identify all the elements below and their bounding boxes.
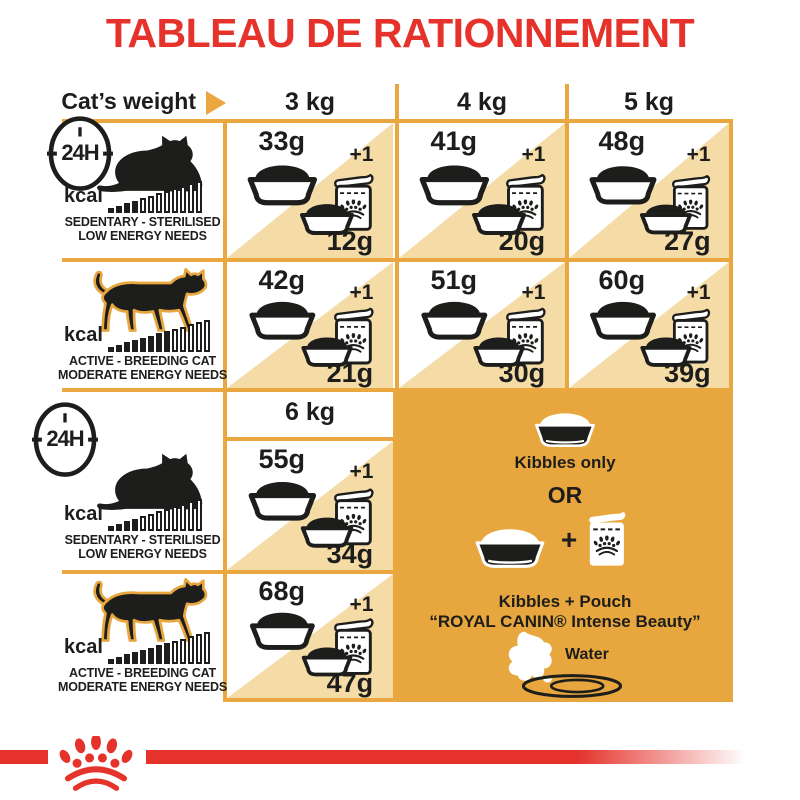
kcal-label: kcal — [64, 636, 103, 658]
24h-label: 24H — [46, 426, 84, 451]
pouch-product-label: “ROYAL CANIN® Intense Beauty” — [429, 612, 701, 631]
water-dish-icon — [513, 673, 631, 699]
plus-one-label: +1 — [686, 280, 711, 304]
kcal-meter — [108, 179, 222, 213]
plus-one-label: +1 — [521, 280, 546, 304]
plus-one-label: +1 — [349, 280, 374, 304]
cats-weight-label: Cat’s weight — [61, 88, 196, 114]
kibbles-with-pouch-amount: 34g — [326, 539, 374, 570]
plus-one-label: +1 — [349, 592, 374, 616]
kcal-label: kcal — [64, 324, 103, 346]
profile-line2: MODERATE ENERGY NEEDS — [58, 368, 227, 382]
kibbles-with-pouch-amount: 39g — [664, 357, 711, 388]
ration-cell-active-6kg — [227, 574, 393, 698]
kibbles-with-pouch-amount: 21g — [326, 357, 374, 388]
profile-active — [58, 574, 227, 698]
kibbles-with-pouch-amount: 47g — [326, 668, 374, 699]
kibbles-with-pouch-amount: 12g — [326, 225, 374, 256]
grid-line — [729, 119, 733, 392]
profile-sedentary — [62, 123, 223, 258]
kibbles-amount: 60g — [598, 264, 646, 295]
or-label: OR — [547, 482, 583, 508]
ration-cell-sedentary-3kg — [227, 123, 393, 258]
footer-band-left — [0, 750, 48, 764]
weight-column-4kg: 4 kg — [456, 88, 508, 116]
kcal-meter — [108, 630, 222, 664]
kibbles-amount: 55g — [258, 443, 306, 474]
profile-sedentary — [62, 441, 223, 570]
profile-line1: SEDENTARY - STERILISED — [64, 533, 221, 547]
kibbles-amount: 51g — [430, 264, 478, 295]
profile-line1: ACTIVE - BREEDING CAT — [69, 666, 216, 680]
kibbles-amount: 42g — [258, 264, 306, 295]
kcal-meter — [108, 318, 222, 352]
page-title: TABLEAU DE RATIONNEMENT — [105, 10, 695, 56]
weight-column-5kg: 5 kg — [623, 88, 675, 116]
arrow-right-icon — [206, 91, 226, 115]
kibbles-with-pouch-amount: 30g — [498, 357, 546, 388]
kibbles-only-label: Kibbles only — [514, 453, 616, 472]
profile-line1: SEDENTARY - STERILISED — [64, 215, 221, 229]
kibbles-amount: 48g — [598, 125, 646, 156]
weight-column-3kg: 3 kg — [284, 88, 336, 116]
kibbles-with-pouch-amount: 20g — [498, 225, 546, 256]
ration-cell-sedentary-5kg — [569, 123, 729, 258]
kcal-label: kcal — [64, 503, 103, 525]
profile-line1: ACTIVE - BREEDING CAT — [69, 354, 216, 368]
profile-line2: LOW ENERGY NEEDS — [78, 547, 207, 561]
plus-one-label: +1 — [349, 460, 374, 484]
kibbles-amount: 33g — [258, 125, 306, 156]
plus-one-label: +1 — [349, 143, 374, 167]
profile-line2: LOW ENERGY NEEDS — [78, 229, 207, 243]
kcal-label: kcal — [64, 185, 103, 207]
profile-active — [58, 262, 227, 388]
plus-one-label: +1 — [686, 143, 711, 167]
feeding-options-panel — [397, 392, 733, 702]
kibbles-amount: 41g — [430, 125, 478, 156]
bowl-icon — [531, 406, 599, 450]
ration-cell-active-3kg — [227, 262, 393, 388]
kibbles-amount: 68g — [258, 576, 306, 607]
24h-label: 24H — [61, 140, 99, 165]
ration-cell-sedentary-6kg — [227, 441, 393, 570]
kcal-meter — [108, 497, 222, 531]
pouch-icon — [587, 506, 629, 572]
kibbles-with-pouch-amount: 27g — [664, 225, 711, 256]
water-label: Water — [565, 646, 609, 663]
weight-column-6kg: 6 kg — [284, 398, 336, 426]
plus-label: + — [560, 524, 578, 555]
ration-cell-sedentary-4kg — [399, 123, 565, 258]
ration-cell-active-5kg — [569, 262, 729, 388]
royal-canin-crown-logo — [58, 736, 134, 792]
profile-line2: MODERATE ENERGY NEEDS — [58, 680, 227, 694]
kibbles-pouch-label: Kibbles + Pouch — [498, 592, 632, 611]
bowl-icon — [471, 520, 549, 572]
ration-cell-active-4kg — [399, 262, 565, 388]
plus-one-label: +1 — [521, 143, 546, 167]
footer-band — [146, 750, 746, 764]
